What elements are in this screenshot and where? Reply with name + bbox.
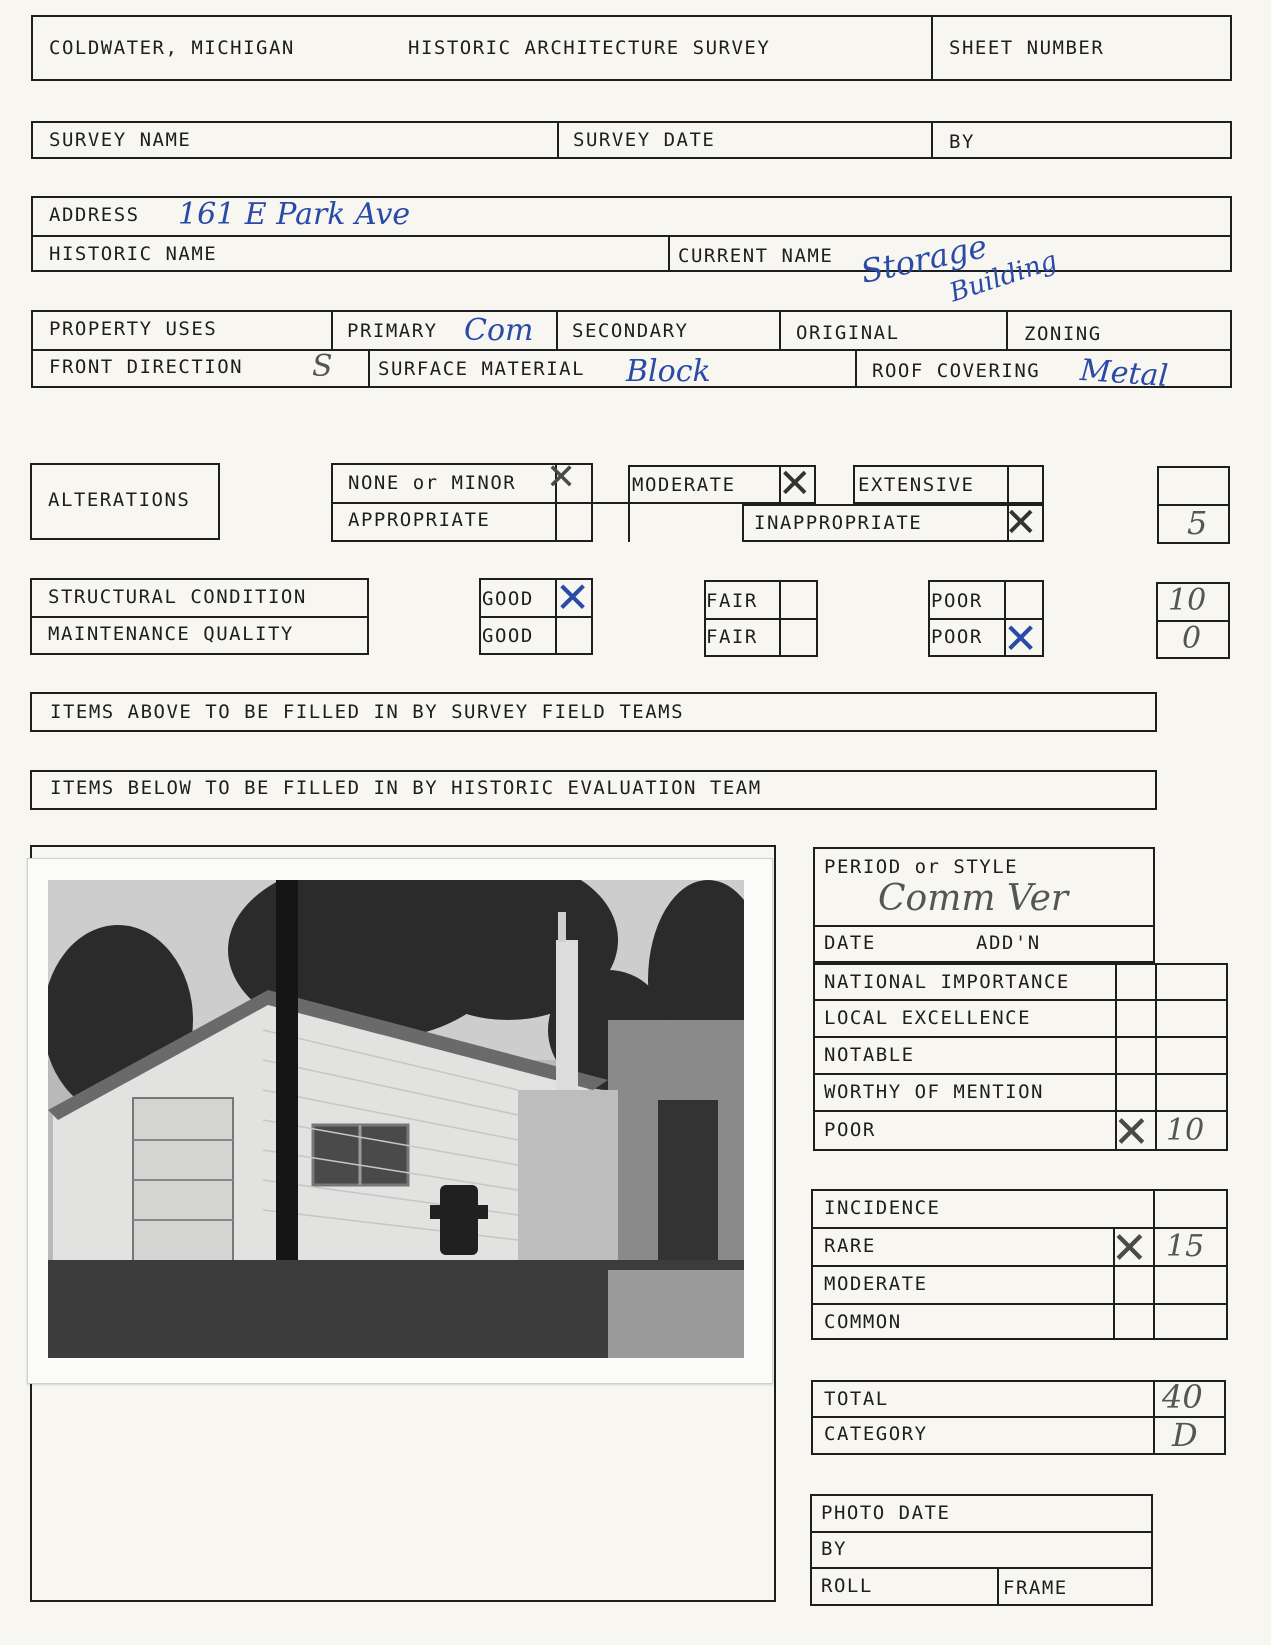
address-value: 161 E Park Ave (178, 197, 411, 232)
maintenance-poor-check: ✕ (1003, 614, 1039, 663)
maintenance-good-label: GOOD (482, 625, 534, 647)
photo-by-label: BY (821, 1538, 847, 1560)
frame-label: FRAME (1003, 1577, 1068, 1599)
building-photo (48, 880, 744, 1358)
period-style-label: PERIOD or STYLE (824, 856, 1019, 878)
importance-worthy: WORTHY OF MENTION (824, 1081, 1044, 1103)
maintenance-quality-label: MAINTENANCE QUALITY (48, 623, 294, 645)
alt-inappropriate-label: INAPPROPRIATE (754, 512, 923, 534)
incidence-rare-check: ✕ (1111, 1223, 1148, 1274)
primary-value: Com (464, 313, 534, 348)
roof-covering-value: Metal (1078, 352, 1170, 395)
current-name-line2: Building (946, 245, 1061, 309)
alt-appropriate-label: APPROPRIATE (348, 509, 491, 531)
surface-material-label: SURFACE MATERIAL (378, 358, 586, 380)
alterations-label: ALTERATIONS (48, 489, 191, 511)
structural-condition-label: STRUCTURAL CONDITION (48, 586, 307, 608)
survey-name-label: SURVEY NAME (49, 129, 192, 151)
secondary-label: SECONDARY (572, 320, 689, 342)
survey-by-label: BY (949, 131, 975, 153)
incidence-rare: RARE (824, 1235, 876, 1257)
importance-notable: NOTABLE (824, 1044, 915, 1066)
maintenance-fair-label: FAIR (706, 626, 758, 648)
property-uses-label: PROPERTY USES (49, 318, 218, 340)
alt-moderate-check: ✕ (778, 461, 812, 507)
importance-score: 10 (1166, 1113, 1205, 1148)
maintenance-poor-label: POOR (931, 626, 983, 648)
roof-covering-label: ROOF COVERING (872, 360, 1041, 382)
roll-label: ROLL (821, 1575, 873, 1597)
photo-date-label: PHOTO DATE (821, 1502, 951, 1524)
survey-date-label: SURVEY DATE (573, 129, 716, 151)
category-label: CATEGORY (824, 1423, 928, 1445)
date-label: DATE (824, 932, 876, 954)
importance-poor-check: ✕ (1113, 1107, 1150, 1158)
alt-none-minor-crossout: ✕ (546, 457, 577, 498)
importance-poor: POOR (824, 1119, 876, 1141)
alt-none-minor-label: NONE or MINOR (348, 472, 517, 494)
sheet-number-label: SHEET NUMBER (949, 37, 1105, 59)
original-label: ORIGINAL (796, 322, 900, 344)
structural-good-label: GOOD (482, 588, 534, 610)
zoning-label: ZONING (1024, 323, 1102, 345)
category-value: D (1172, 1416, 1198, 1454)
incidence-score: 15 (1166, 1229, 1205, 1264)
historic-name-label: HISTORIC NAME (49, 243, 218, 265)
importance-national: NATIONAL IMPORTANCE (824, 971, 1070, 993)
period-style-value: Comm Ver (878, 878, 1069, 919)
surface-material-value: Block (626, 354, 711, 389)
structural-fair-label: FAIR (706, 590, 758, 612)
incidence-common: COMMON (824, 1311, 902, 1333)
structural-good-check: ✕ (555, 573, 591, 622)
front-direction-label: FRONT DIRECTION (49, 356, 244, 378)
current-name-line1: Storage (857, 227, 991, 291)
primary-label: PRIMARY (347, 320, 438, 342)
importance-local: LOCAL EXCELLENCE (824, 1007, 1032, 1029)
city-label: COLDWATER, MICHIGAN (49, 37, 295, 59)
maintenance-score: 0 (1182, 621, 1202, 656)
incidence-label: INCIDENCE (824, 1197, 941, 1219)
current-name-label: CURRENT NAME (678, 245, 834, 267)
incidence-moderate: MODERATE (824, 1273, 928, 1295)
address-label: ADDRESS (49, 204, 140, 226)
field-teams-note: ITEMS ABOVE TO BE FILLED IN BY SURVEY FIELD TEAMS (50, 701, 685, 723)
structural-score: 10 (1168, 583, 1207, 618)
shed-right (608, 1020, 744, 1290)
total-value: 40 (1162, 1378, 1203, 1416)
structural-poor-label: POOR (931, 590, 983, 612)
alt-extensive-label: EXTENSIVE (858, 474, 975, 496)
front-direction-value: S (312, 349, 333, 384)
alt-moderate-label: MODERATE (632, 474, 736, 496)
total-label: TOTAL (824, 1388, 889, 1410)
alt-inappropriate-check: ✕ (1004, 500, 1038, 546)
survey-title: HISTORIC ARCHITECTURE SURVEY (408, 37, 771, 59)
alterations-score: 5 (1187, 504, 1208, 542)
evaluation-team-note: ITEMS BELOW TO BE FILLED IN BY HISTORIC EVALUATION TEAM (50, 777, 762, 799)
addn-label: ADD'N (976, 932, 1041, 954)
